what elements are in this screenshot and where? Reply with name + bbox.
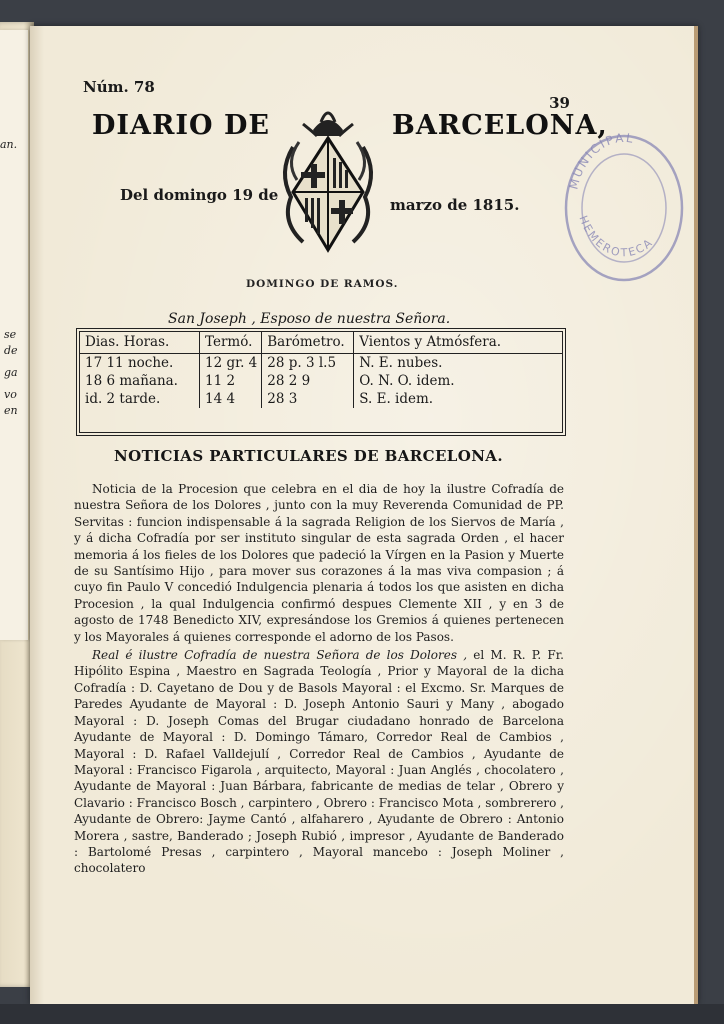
article-paragraph [74,647,564,877]
issue-number: Núm. 78 [83,78,155,96]
previous-page-tab [0,30,29,640]
weather-cell: O. N. O. idem. [359,373,455,389]
saint-of-the-day: San Joseph , Esposo de nuestra Señora. [168,311,451,327]
table-row [80,390,562,408]
weather-cell: S. E. idem. [359,391,434,407]
svg-text:HEMEROTECA [576,214,655,260]
prev-fragment: de [4,344,18,357]
paragraph-text: Noticia de la Procesion que celebra en el dia de hoy la ilustre Cofradía de nuestra Señora de los Dolores , junto con la muy Reverenda Comunidad de PP. Servitas : funcion indispensable á la sagrada Religion de los Siervos de María , y á dicha Cofradía por ser instituto singular de esta sagrada Orden , el hacer memoria á los fieles de los Dolores que padeció la Vírgen en la Pasion y Muerte de su Santísimo Hijo , para mover sus corazones á la mas viva compasion ; á cuyo fin Paulo V concedió Indulgencia plenaria á todos los que asisten en dicha Procesion , la qual Indulgencia confirmó despues Clemente XII , y en 3 de agosto de 1748 Benedicto XIV, expresándose los Gremios á quienes pertenecen y los Mayorales á quienes corresponde el adorno de los Pasos. [74,482,564,644]
newspaper-page [30,26,698,1004]
table-row [80,354,562,373]
weather-cell: 17 11 noche. [80,354,200,373]
coat-of-arms-icon [273,102,383,257]
paragraph-lead: Real é ilustre Cofradía de nuestra Señora de los Dolores , [92,648,468,663]
table-row [80,372,562,390]
stamp-text-bottom: HEMEROTECA [576,213,656,260]
page-number: 39 [549,94,570,112]
section-title: NOTICIAS PARTICULARES DE BARCELONA. [114,447,503,465]
masthead-left: DIARIO DE [92,110,270,141]
prev-fragment: en [4,404,18,417]
library-stamp-icon [548,104,698,304]
weather-cell: 28 3 [262,390,354,408]
background-bottom [0,1004,724,1024]
weather-cell: id. 2 tarde. [80,390,200,408]
weather-header-row [80,332,562,354]
prev-fragment: se [4,328,17,341]
date-line-right: marzo de 1815. [390,196,520,214]
date-line-left: Del domingo 19 de [120,186,279,204]
weather-col-header: Termó. [200,332,262,354]
article-body [74,481,564,879]
weather-table [76,328,566,436]
weather-cell: 18 6 mañana. [80,372,200,390]
weather-col-header: Barómetro. [262,332,354,354]
weather-col-header: Vientos y Atmósfera. [354,332,562,354]
weather-cell: 11 2 [200,372,262,390]
day-heading: DOMINGO DE RAMOS. [246,278,399,290]
stamp-text-top: MUNICIPAL [566,130,636,191]
weather-cell: 12 gr. 4 [200,354,262,373]
weather-cell: 28 p. 3 l.5 [262,354,354,373]
weather-cell: N. E. nubes. [359,355,443,371]
prev-fragment: ga [4,366,18,379]
weather-cell: 14 4 [200,390,262,408]
prev-fragment: vo [4,388,17,401]
article-paragraph [74,481,564,645]
weather-cell: 28 2 9 [262,372,354,390]
weather-col-header: Dias. Horas. [80,332,200,354]
masthead-right: BARCELONA, [392,110,608,141]
prev-fragment: an. [0,138,18,151]
paragraph-text: el M. R. P. Fr. Hipólito Espina , Maestro en Sagrada Teología , Prior y Mayoral de la dicha Cofradía : D. Cayetano de Dou y de Basols Mayoral : el Excmo. Sr. Marques de Paredes Ayudante de Mayoral : D. Joseph Antonio Sauri y Many , abogado Mayoral : D. Joseph Comas del Brugar ciudadano honrado de Barcelona Ayudante de Mayoral : D. Domingo Támaro, Corredor Real de Cambios , Mayoral : D. Rafael Valldejulí , Corredor Real de Cambios , Ayudante de Mayoral : Francisco Figarola , arquitecto, Mayoral : Juan Anglés , chocolatero , Ayudante de Mayoral : Juan Bárbara, fabricante de medias de telar , Obrero y Clavario : Francisco Bosch , carpintero , Obrero : Francisco Mota , sombrerero , Ayudante de Obrero: Jayme Cantó , alfaharero , Ayudante de Obrero : Antonio Morera , sastre, Banderado ; Joseph Rubió , impresor , Ayudante de Banderado : Bartolomé Presas , carpintero , Mayoral mancebo : Joseph Moliner , chocolatero [74,648,564,876]
svg-text:MUNICIPAL [566,131,636,191]
